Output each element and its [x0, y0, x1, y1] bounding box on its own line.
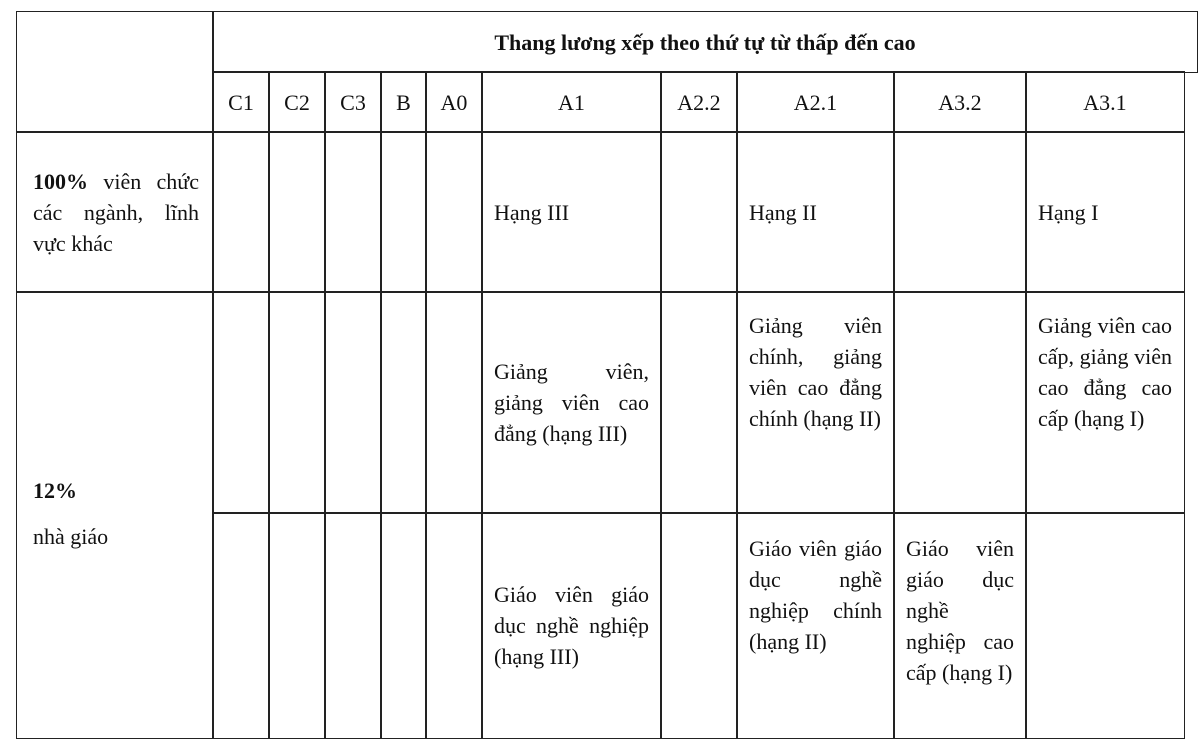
empty-cell: [893, 131, 1027, 293]
cell-a1: [481, 291, 662, 514]
empty-cell: [268, 131, 326, 293]
empty-cell: [425, 512, 483, 739]
empty-cell: [268, 512, 326, 739]
col-header-c3: [324, 71, 382, 133]
col-header-c2: [268, 71, 326, 133]
cell-a2-1: [736, 131, 895, 293]
group-text: nhà giáo: [33, 524, 109, 549]
empty-cell: [380, 131, 427, 293]
empty-cell: [212, 512, 270, 739]
empty-cell: [324, 512, 382, 739]
rank-text: Giáo viên giáo dục nghề nghiệp chính (hạng II): [749, 536, 882, 654]
empty-cell: [380, 291, 427, 514]
empty-cell: [212, 291, 270, 514]
rank-text: Giảng viên cao cấp, giảng viên cao đẳng cao cấp (hạng I): [1038, 313, 1172, 431]
empty-cell: [268, 291, 326, 514]
col-header-c1: [212, 71, 270, 133]
col-label: A3.1: [1083, 89, 1127, 115]
empty-cell: [660, 131, 738, 293]
row-group-label: [16, 291, 214, 739]
col-header-b: [380, 71, 427, 133]
rank-text: Giáo viên giáo dục nghề nghiệp (hạng III): [494, 582, 649, 669]
rank-text: Hạng II: [749, 199, 817, 225]
cell-a3-1: [1025, 291, 1185, 514]
col-label: C1: [228, 89, 254, 115]
empty-cell: [324, 131, 382, 293]
empty-cell: [893, 291, 1027, 514]
cell-a2-1: [736, 291, 895, 514]
col-label: C2: [284, 89, 310, 115]
col-label: A3.2: [938, 89, 982, 115]
group-percent: 12%: [33, 478, 77, 503]
empty-cell: [324, 291, 382, 514]
rank-text: Giáo viên giáo dục nghề nghiệp cao cấp (hạng I): [906, 536, 1014, 685]
empty-cell: [1025, 512, 1185, 739]
col-header-a2-1: [736, 71, 895, 133]
empty-cell: [380, 512, 427, 739]
corner-cell: [16, 11, 214, 133]
col-label: A0: [440, 89, 468, 115]
cell-a1: [481, 131, 662, 293]
empty-cell: [212, 131, 270, 293]
group-text: viên chức các ngành, lĩnh vực khác: [33, 168, 199, 256]
table-title-cell: [212, 11, 1198, 73]
rank-text: Giảng viên, giảng viên cao đẳng (hạng III): [494, 359, 649, 446]
col-label: B: [396, 89, 411, 115]
col-header-a3-2: [893, 71, 1027, 133]
row-group-label: [16, 131, 214, 293]
rank-text: Hạng III: [494, 199, 570, 225]
cell-a1: [481, 512, 662, 739]
col-label: A2.2: [677, 89, 721, 115]
empty-cell: [660, 291, 738, 514]
col-label: A1: [558, 89, 585, 115]
col-label: C3: [340, 89, 366, 115]
col-label: A2.1: [793, 89, 838, 115]
col-header-a0: [425, 71, 483, 133]
group-percent: 100%: [33, 168, 88, 194]
table-title: Thang lương xếp theo thứ tự từ thấp đến cao: [494, 29, 916, 55]
rank-text: Hạng I: [1038, 199, 1099, 225]
empty-cell: [660, 512, 738, 739]
col-header-a3-1: [1025, 71, 1185, 133]
cell-a2-1: [736, 512, 895, 739]
col-header-a2-2: [660, 71, 738, 133]
cell-a3-2: [893, 512, 1027, 739]
empty-cell: [425, 291, 483, 514]
col-header-a1: [481, 71, 662, 133]
rank-text: Giảng viên chính, giảng viên cao đẳng chính (hạng II): [749, 313, 882, 431]
cell-a3-1: [1025, 131, 1185, 293]
empty-cell: [425, 131, 483, 293]
